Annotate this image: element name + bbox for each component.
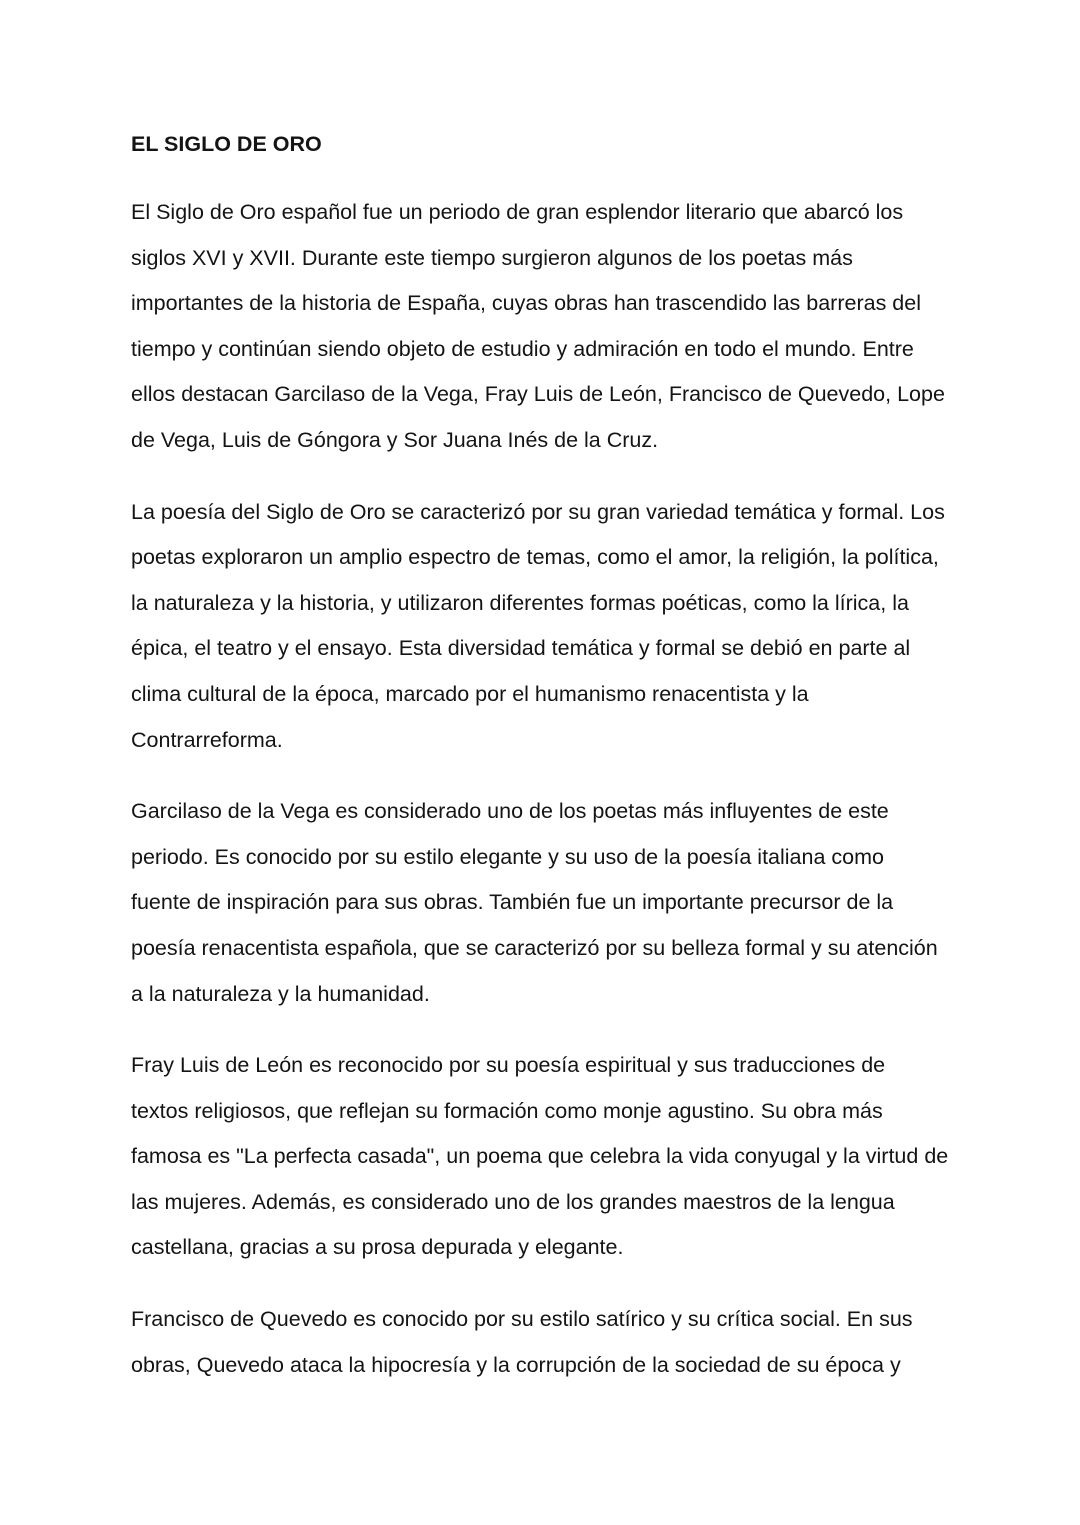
paragraph-line: las mujeres. Además, es considerado uno de los grandes maestros de la lengua — [131, 1189, 895, 1214]
paragraph-line: Fray Luis de León es reconocido por su poesía espiritual y sus traducciones de — [131, 1053, 886, 1078]
paragraph-line: periodo. Es conocido por su estilo elegante y su uso de la poesía italiana como — [131, 844, 884, 869]
paragraph-line: a la naturaleza y la humanidad. — [131, 981, 430, 1006]
document-body — [131, 124, 961, 1414]
paragraph-line: obras, Quevedo ataca la hipocresía y la corrupción de la sociedad de su época y — [131, 1352, 901, 1377]
paragraph-line: la naturaleza y la historia, y utilizaron diferentes formas poéticas, como la lírica, la — [131, 590, 909, 615]
paragraph-line: siglos XVI y XVII. Durante este tiempo surgieron algunos de los poetas más — [131, 245, 853, 270]
paragraph — [131, 1043, 961, 1271]
paragraph-line: El Siglo de Oro español fue un periodo de gran esplendor literario que abarcó los — [131, 200, 904, 224]
paragraph-line: importantes de la historia de España, cuyas obras han trascendido las barreras del — [131, 291, 921, 316]
paragraph — [131, 190, 961, 464]
paragraph — [131, 490, 961, 764]
paragraph-line: clima cultural de la época, marcado por el humanismo renacentista y la — [131, 681, 809, 706]
paragraph-line: poetas exploraron un amplio espectro de temas, como el amor, la religión, la política, — [131, 545, 939, 570]
paragraph — [131, 789, 961, 1017]
paragraph-list — [131, 190, 961, 1388]
paragraph — [131, 1297, 961, 1388]
paragraph-line: castellana, gracias a su prosa depurada y elegante. — [131, 1235, 624, 1260]
document-title: EL SIGLO DE ORO — [131, 132, 322, 156]
paragraph-line: textos religiosos, que reflejan su formación como monje agustino. Su obra más — [131, 1098, 883, 1123]
paragraph-line: Garcilaso de la Vega es considerado uno de los poetas más influyentes de este — [131, 799, 889, 824]
paragraph-line: ellos destacan Garcilaso de la Vega, Fray Luis de León, Francisco de Quevedo, Lope — [131, 382, 945, 407]
paragraph-line: de Vega, Luis de Góngora y Sor Juana Inés de la Cruz. — [131, 427, 659, 452]
paragraph-line: poesía renacentista española, que se caracterizó por su belleza formal y su atención — [131, 935, 938, 960]
paragraph-line: fuente de inspiración para sus obras. También fue un importante precursor de la — [131, 890, 894, 915]
paragraph-line: famosa es "La perfecta casada", un poema que celebra la vida conyugal y la virtud de — [131, 1144, 949, 1169]
paragraph-line: Francisco de Quevedo es conocido por su estilo satírico y su crítica social. En sus — [131, 1307, 913, 1332]
paragraph-line: Contrarreforma. — [131, 727, 283, 752]
paragraph-line: épica, el teatro y el ensayo. Esta diversidad temática y formal se debió en parte al — [131, 636, 911, 661]
paragraph-line: La poesía del Siglo de Oro se caracterizó por su gran variedad temática y formal. Los — [131, 499, 945, 524]
paragraph-line: tiempo y continúan siendo objeto de estudio y admiración en todo el mundo. Entre — [131, 336, 914, 361]
